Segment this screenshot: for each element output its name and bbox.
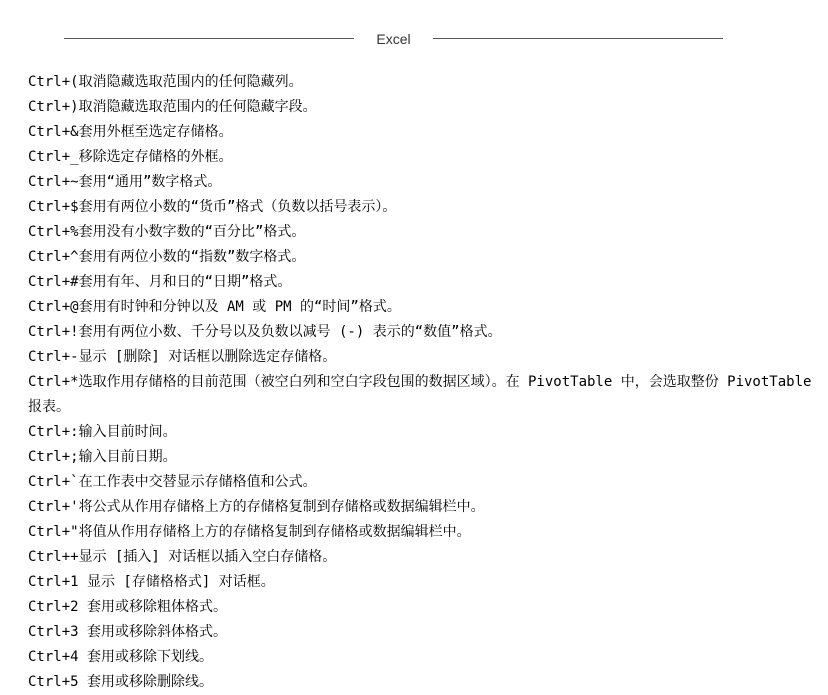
shortcut-line: Ctrl+!套用有两位小数、千分号以及负数以减号 (-) 表示的“数值”格式。 xyxy=(28,324,502,340)
shortcut-line: Ctrl+(取消隐藏选取范围内的任何隐藏列。 xyxy=(28,74,303,90)
shortcut-line: Ctrl+-显示 [删除] 对话框以删除选定存储格。 xyxy=(28,349,337,365)
shortcut-line: Ctrl+5 套用或移除删除线。 xyxy=(28,674,214,690)
shortcut-line: Ctrl+%套用没有小数字数的“百分比”格式。 xyxy=(28,224,306,240)
shortcut-line: Ctrl++显示 [插入] 对话框以插入空白存储格。 xyxy=(28,549,337,565)
section-title: Excel xyxy=(376,31,411,47)
shortcut-line: Ctrl+`在工作表中交替显示存储格值和公式。 xyxy=(28,474,317,490)
shortcut-line: Ctrl+^套用有两位小数的“指数”数字格式。 xyxy=(28,249,306,265)
shortcut-line: Ctrl+~套用“通用”数字格式。 xyxy=(28,174,222,190)
section-header xyxy=(0,28,828,50)
shortcut-line: Ctrl+;输入目前日期。 xyxy=(28,449,177,465)
shortcut-line: Ctrl+'将公式从作用存储格上方的存储格复制到存储格或数据编辑栏中。 xyxy=(28,499,485,515)
shortcut-line: Ctrl+3 套用或移除斜体格式。 xyxy=(28,624,228,640)
shortcut-line: Ctrl+&套用外框至选定存储格。 xyxy=(28,124,233,140)
shortcut-line: Ctrl+2 套用或移除粗体格式。 xyxy=(28,599,228,615)
header-rule-right xyxy=(433,38,723,39)
shortcut-line: Ctrl+_移除选定存储格的外框。 xyxy=(28,149,233,165)
shortcut-line: Ctrl+4 套用或移除下划线。 xyxy=(28,649,214,665)
shortcut-line: Ctrl+)取消隐藏选取范围内的任何隐藏字段。 xyxy=(28,99,317,115)
header-rule-left xyxy=(64,38,354,39)
shortcut-list xyxy=(28,70,816,695)
shortcut-line: Ctrl+@套用有时钟和分钟以及 AM 或 PM 的“时间”格式。 xyxy=(28,299,401,315)
shortcut-line: Ctrl+1 显示 [存储格格式] 对话框。 xyxy=(28,574,275,590)
shortcut-line: Ctrl+#套用有年、月和日的“日期”格式。 xyxy=(28,274,292,290)
shortcut-line: Ctrl+*选取作用存储格的目前范围（被空白列和空白字段包围的数据区域）。在 PivotTable 中，会选取整份 PivotTable 报表。 xyxy=(28,374,812,415)
shortcut-line: Ctrl+"将值从作用存储格上方的存储格复制到存储格或数据编辑栏中。 xyxy=(28,524,471,540)
shortcut-line: Ctrl+$套用有两位小数的“货币”格式（负数以括号表示）。 xyxy=(28,199,397,215)
shortcut-line: Ctrl+:输入目前时间。 xyxy=(28,424,177,440)
